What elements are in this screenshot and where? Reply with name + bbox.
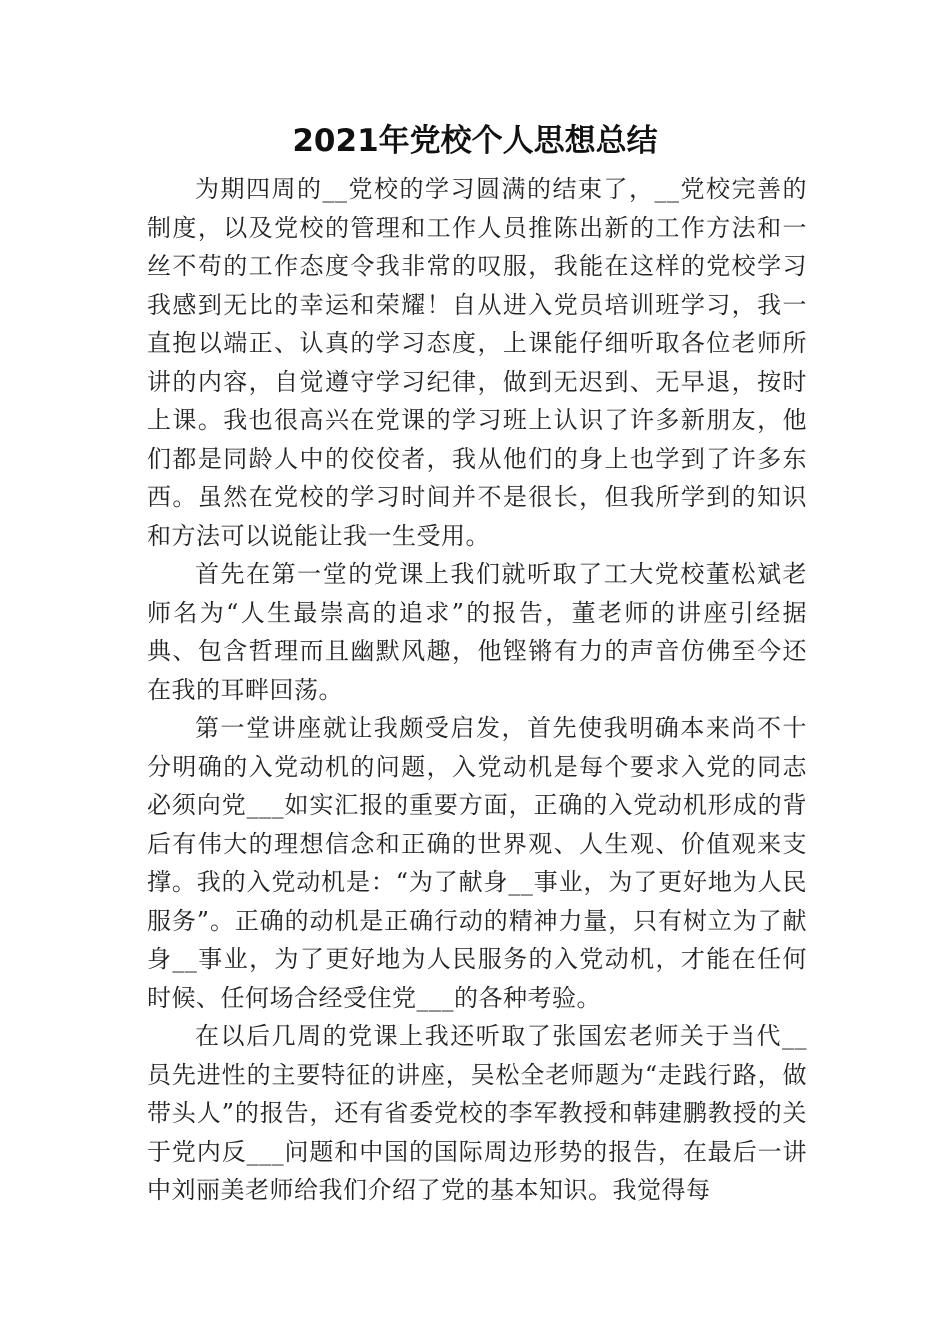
document-title: 2021年党校个人思想总结 bbox=[292, 123, 658, 159]
document-body bbox=[147, 170, 807, 1210]
paragraph-1: 为期四周的__党校的学习圆满的结束了，__党校完善的制度，以及党校的管理和工作人员推陈出新的工作方法和一丝不苟的工作态度令我非常的叹服，我能在这样的党校学习我感到无比的幸运和荣耀！自从进入党员培训班学习，我一直抱以端正、认真的学习态度，上课能仔细听取各位老师所讲的内容，自觉遵守学习纪律，做到无迟到、无早退，按时上课。我也很高兴在党课的学习班上认识了许多新朋友，他们都是同龄人中的佼佼者，我从他们的身上也学到了许多东西。虽然在党校的学习时间并不是很长，但我所学到的知识和方法可以说能让我一生受用。 bbox=[147, 175, 807, 550]
paragraph-2: 首先在第一堂的党课上我们就听取了工大党校董松斌老师名为“人生最崇高的追求”的报告，董老师的讲座引经据典、包含哲理而且幽默风趣，他铿锵有力的声音仿佛至今还在我的耳畔回荡。 bbox=[147, 560, 807, 704]
paragraph-4: 在以后几周的党课上我还听取了张国宏老师关于当代__员先进性的主要特征的讲座，吴松全老师题为“走践行路，做带头人”的报告，还有省委党校的李军教授和韩建鹏教授的关于党内反___问题和中国的国际周边形势的报告，在最后一讲中刘丽美老师给我们介绍了党的基本知识。我觉得每 bbox=[147, 1022, 807, 1204]
paragraph-3: 第一堂讲座就让我颇受启发，首先使我明确本来尚不十分明确的入党动机的问题，入党动机是每个要求入党的同志必须向党___如实汇报的重要方面，正确的入党动机形成的背后有伟大的理想信念和正确的世界观、人生观、价值观来支撑。我的入党动机是：“为了献身__事业，为了更好地为人民服务”。正确的动机是正确行动的精神力量，只有树立为了献身__事业，为了更好地为人民服务的入党动机，才能在任何时候、任何场合经受住党___的各种考验。 bbox=[147, 714, 807, 1012]
